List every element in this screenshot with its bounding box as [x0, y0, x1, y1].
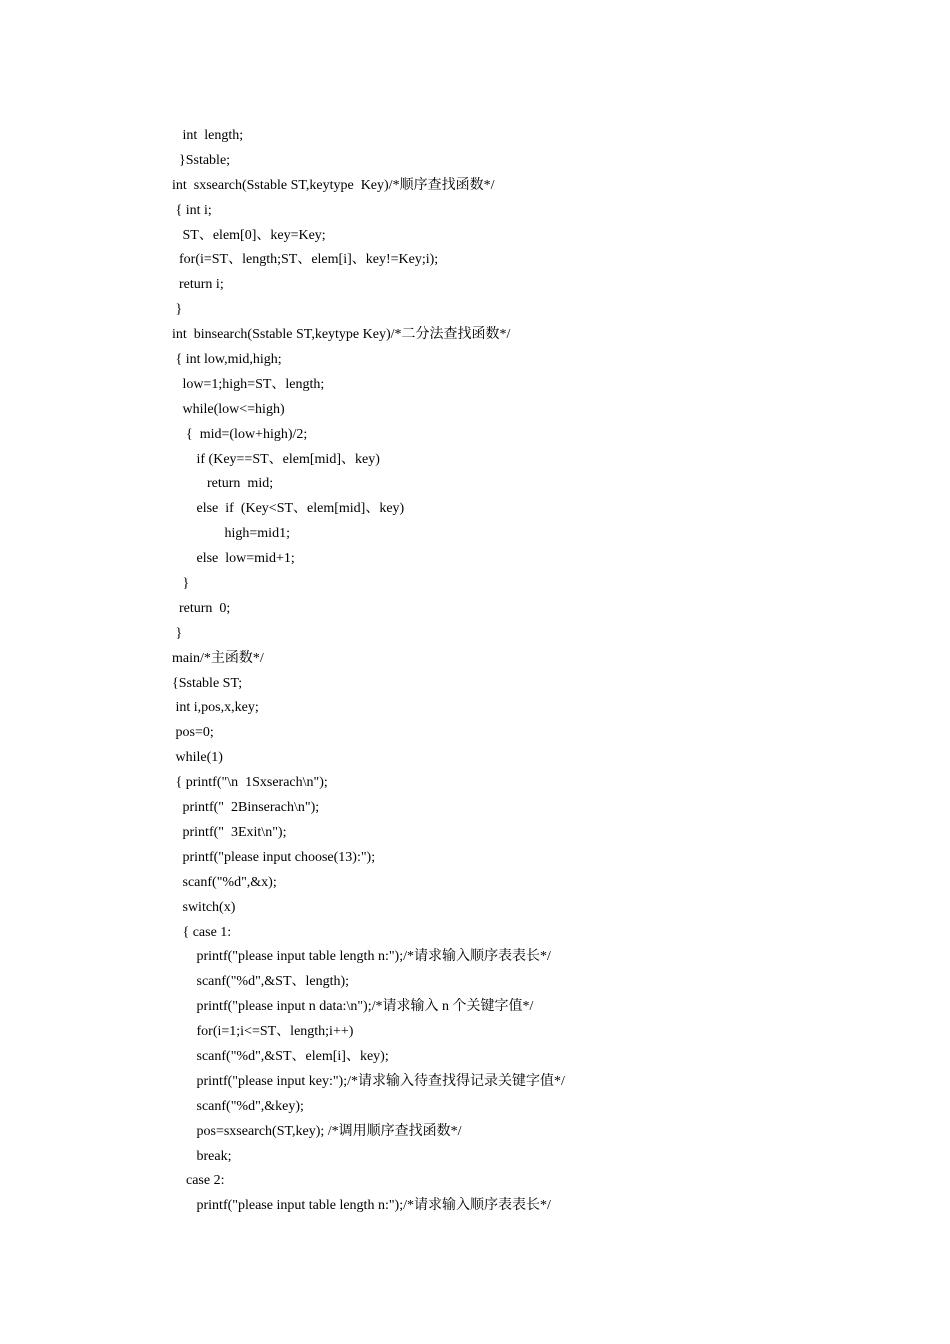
code-line: ST、elem[0]、key=Key;: [172, 227, 326, 243]
code-line: break;: [172, 1148, 232, 1164]
code-line: { int i;: [172, 202, 212, 218]
code-line: }: [172, 576, 190, 592]
code-line: printf(" 2Binserach\n");: [172, 800, 320, 816]
code-line: high=mid1;: [172, 526, 290, 542]
code-line: printf("please input key:");/*请求输入待查找得记录关键字值*/: [172, 1073, 565, 1089]
code-line: scanf("%d",&ST、elem[i]、key);: [172, 1048, 389, 1064]
code-line: pos=sxsearch(ST,key); /*调用顺序查找函数*/: [172, 1123, 462, 1139]
code-line: else low=mid+1;: [172, 551, 295, 567]
code-line: int length;: [172, 128, 244, 143]
code-line: printf("please input table length n:");/*请求输入顺序表表长*/: [172, 949, 551, 965]
code-line: { case 1:: [172, 924, 232, 940]
code-line: switch(x): [172, 899, 236, 915]
code-line: }: [172, 625, 183, 641]
code-line: scanf("%d",&x);: [172, 874, 277, 890]
code-line: int binsearch(Sstable ST,keytype Key)/*二分法查找函数*/: [172, 327, 511, 343]
code-line: low=1;high=ST、length;: [172, 376, 325, 392]
code-line: while(1): [172, 750, 223, 766]
code-line: printf("please input table length n:");/*请求输入顺序表表长*/: [172, 1198, 551, 1214]
code-line: }Sstable;: [172, 152, 231, 168]
code-line: else if (Key<ST、elem[mid]、key): [172, 501, 405, 517]
code-line: pos=0;: [172, 725, 214, 741]
code-listing: [172, 124, 872, 1219]
code-line: main/*主函数*/: [172, 650, 264, 666]
code-line: case 2:: [172, 1173, 225, 1189]
code-line: scanf("%d",&key);: [172, 1098, 304, 1114]
code-line: for(i=ST、length;ST、elem[i]、key!=Key;i);: [172, 252, 439, 268]
code-line: { printf("\n 1Sxserach\n");: [172, 775, 328, 791]
code-line: printf(" 3Exit\n");: [172, 824, 287, 840]
code-line: { mid=(low+high)/2;: [172, 426, 308, 442]
code-line: printf("please input n data:\n");/*请求输入 n 个关键字值*/: [172, 999, 534, 1015]
code-line: for(i=1;i<=ST、length;i++): [172, 1024, 354, 1040]
code-line: return 0;: [172, 600, 231, 616]
code-line: return i;: [172, 277, 224, 293]
code-line: return mid;: [172, 476, 274, 492]
code-line: { int low,mid,high;: [172, 352, 282, 368]
code-line: printf("please input choose(13):");: [172, 849, 376, 865]
code-line: int sxsearch(Sstable ST,keytype Key)/*顺序查找函数*/: [172, 177, 495, 193]
code-line: int i,pos,x,key;: [172, 700, 259, 716]
code-line: scanf("%d",&ST、length);: [172, 974, 350, 990]
code-line: }: [172, 302, 183, 318]
code-line: while(low<=high): [172, 401, 285, 417]
code-line: {Sstable ST;: [172, 675, 243, 691]
code-line: if (Key==ST、elem[mid]、key): [172, 451, 380, 467]
